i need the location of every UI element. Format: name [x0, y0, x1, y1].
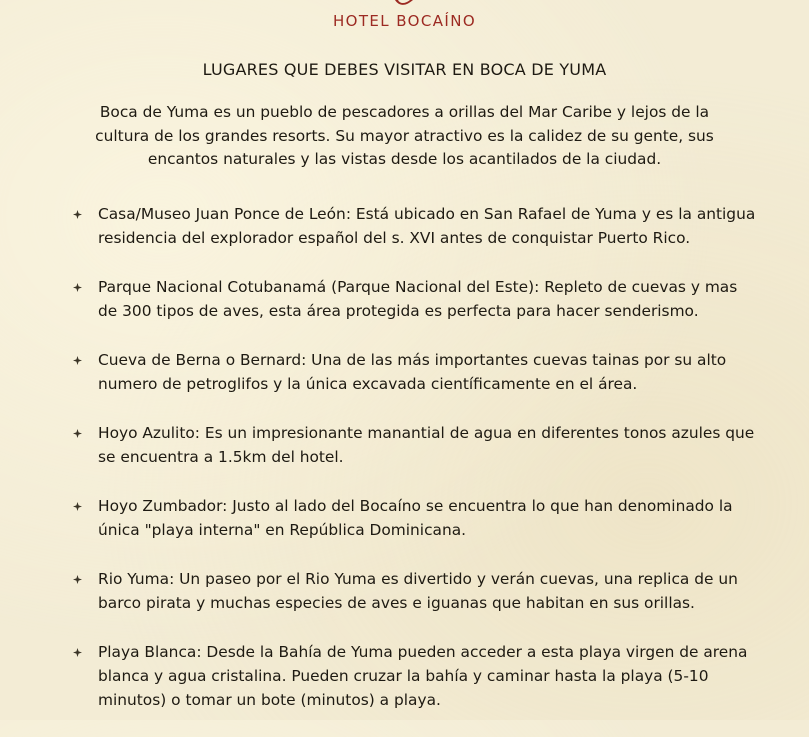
list-item: [0, 640, 809, 712]
list-item: [0, 567, 809, 615]
diamond-bullet-icon: [73, 429, 82, 438]
intro-paragraph: Boca de Yuma es un pueblo de pescadores a orillas del Mar Caribe y lejos de la cultura de los grandes resorts. Su mayor atractivo es la calidez de su gente, sus encantos naturales y las vistas desde los acantilados de la ciudad.: [95, 103, 714, 168]
page-title: LUGARES QUE DEBES VISITAR EN BOCA DE YUMA: [202, 60, 607, 79]
diamond-bullet-icon: [73, 356, 82, 365]
list-item-text: Rio Yuma: Un paseo por el Rio Yuma es divertido y verán cuevas, una replica de un barco pirata y muchas especies de aves e iguanas que habitan en sus orillas.: [98, 570, 738, 612]
list-item-text: Parque Nacional Cotubanamá (Parque Nacional del Este): Repleto de cuevas y mas de 300 tipos de aves, esta área protegida es perfecta para hacer senderismo.: [98, 278, 738, 320]
diamond-bullet-icon: [73, 283, 82, 292]
places-list: [0, 202, 809, 737]
diamond-bullet-icon: [73, 575, 82, 584]
list-item: [0, 348, 809, 396]
list-item-text: Hoyo Zumbador: Justo al lado del Bocaíno se encuentra lo que han denominado la única "playa interna" en República Dominicana.: [98, 497, 733, 539]
list-item-text: Cueva de Berna o Bernard: Una de las más importantes cuevas tainas por su alto numero de petroglifos y la única excavada científicamente en el área.: [98, 351, 727, 393]
list-item: [0, 494, 809, 542]
list-item: [0, 202, 809, 250]
hotel-name: HOTEL BOCAÍNO: [332, 12, 477, 30]
list-item: [0, 275, 809, 323]
list-item-text: Playa Blanca: Desde la Bahía de Yuma pueden acceder a esta playa virgen de arena blanca y agua cristalina. Pueden cruzar la bahía y caminar hasta la playa (5-10 minutos) o tomar un bote (minutos) a playa.: [98, 643, 748, 709]
list-item-text: Casa/Museo Juan Ponce de León: Está ubicado en San Rafael de Yuma y es la antigua residencia del explorador español del s. XVI antes de conquistar Puerto Rico.: [98, 205, 756, 247]
hotel-logo-icon: [391, 0, 417, 8]
diamond-bullet-icon: [73, 502, 82, 511]
diamond-bullet-icon: [73, 648, 82, 657]
list-item: [0, 421, 809, 469]
diamond-bullet-icon: [73, 210, 82, 219]
list-item-text: Hoyo Azulito: Es un impresionante manantial de agua en diferentes tonos azules que se encuentra a 1.5km del hotel.: [98, 424, 755, 466]
